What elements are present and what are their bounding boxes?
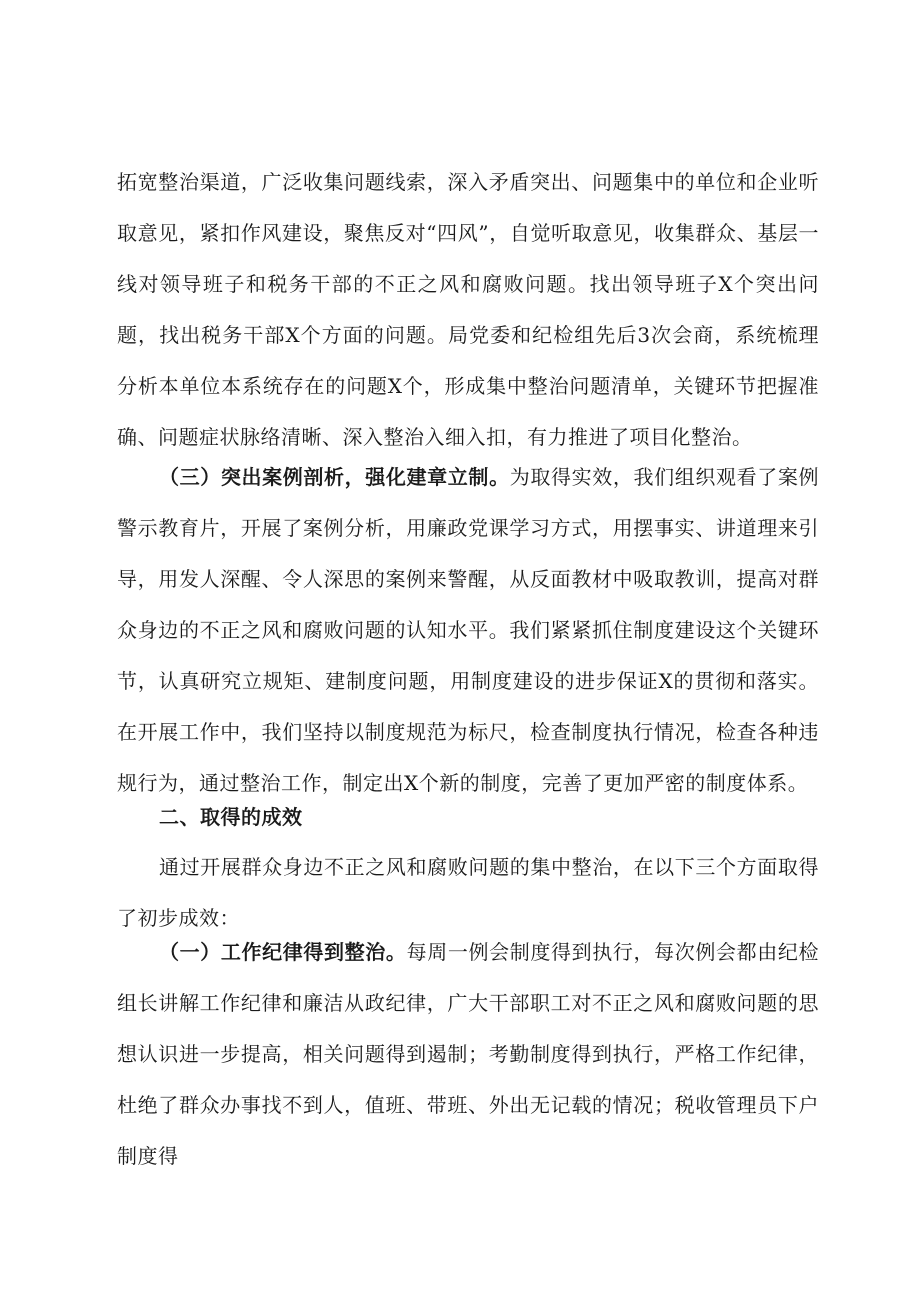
paragraph-case-analysis — [117, 452, 819, 809]
paragraph-achievements-intro: 通过开展群众身边不正之风和腐败问题的集中整治，在以下三个方面取得了初步成效： — [117, 855, 819, 930]
section-lead-work-discipline: （一）工作纪律得到整治。 — [159, 940, 407, 964]
section-body-work-discipline: 每周一例会制度得到执行，每次例会都由纪检组长讲解工作纪律和廉洁从政纪律，广大干部职工对不正之风和腐败问题的思想认识进一步提高，相关问题得到遏制；考勤制度得到执行，严格工作纪律，杜绝了群众办事找不到人，值班、带班、外出无记载的情况；税收管理员下户制度得 — [117, 940, 820, 1168]
paragraph-rectification-channels: 拓宽整治渠道，广泛收集问题线索，深入矛盾突出、问题集中的单位和企业听取意见，紧扣作风建设，聚焦反对“四风”，自觉听取意见，收集群众、基层一线对领导班子和税务干部的不正之风和腐败问题。找出领导班子X个突出问题，找出税务干部X个方面的问题。局党委和纪检组先后3次会商，系统梳理分析本单位本系统存在的问题X个，形成集中整治问题清单，关键环节把握准确、问题症状脉络清晰、深入整治入细入扣，有力推进了项目化整治。 — [117, 170, 819, 449]
paragraph-work-discipline — [117, 927, 819, 1182]
section-lead-case-analysis: （三）突出案例剖析，强化建章立制。 — [159, 465, 510, 489]
section-body-case-analysis: 为取得实效，我们组织观看了案例警示教育片，开展了案例分析，用廉政党课学习方式，用摆事实、讲道理来引导，用发人深醒、令人深思的案例来警醒，从反面教材中吸取教训，提高对群众身边的不正之风和腐败问题的认知水平。我们紧紧抓住制度建设这个关键环节，认真研究立规矩、建制度问题，用制度建设的进步保证X的贯彻和落实。在开展工作中，我们坚持以制度规范为标尺，检查制度执行情况，检查各种违规行为，通过整治工作，制定出X个新的制度，完善了更加严密的制度体系。 — [117, 465, 820, 795]
section-heading-achievements: 二、取得的成效 — [159, 805, 303, 829]
